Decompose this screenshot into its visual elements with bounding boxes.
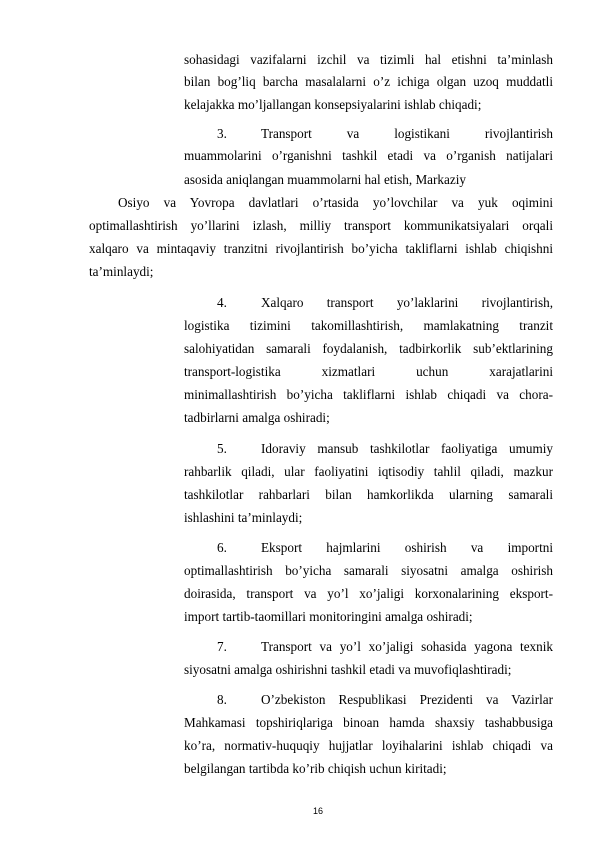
list-number: 3. — [217, 126, 227, 141]
body-line: kelajakka mo’ljallangan konsepsiyalarini ishlab chiqadi; — [184, 97, 482, 112]
body-line: optimallashtirish yo’llarini izlash, milliy transport kommunikatsiyalari orqali — [89, 218, 553, 233]
list-number: 5. — [217, 441, 227, 456]
body-line: siyosatni amalga oshirishni tashkil etadi va muvofiqlashtiradi; — [184, 662, 512, 677]
body-line: ko’ra, normativ-huquqiy hujjatlar loyihalarini ishlab chiqadi va — [184, 738, 553, 753]
body-line: sohasidagi vazifalarni izchil va tizimli hal etishni ta’minlash — [184, 52, 553, 67]
page-number: 16 — [313, 806, 324, 816]
body-line: belgilangan tartibda ko’rib chiqish uchun kiritadi; — [184, 761, 447, 776]
body-line: Transport va yo’l xo’jaligi sohasida yagona texnik — [261, 639, 553, 654]
body-line: tadbirlarni amalga oshiradi; — [184, 410, 330, 425]
body-line: logistika tizimini takomillashtirish, mamlakatning tranzit — [184, 318, 553, 333]
body-line: import tartib-taomillari monitoringini amalga oshiradi; — [184, 609, 473, 624]
body-line: Transport va logistikani rivojlantirish — [261, 126, 553, 141]
body-line: ishlashini ta’minlaydi; — [184, 510, 303, 525]
body-line: ta’minlaydi; — [89, 264, 154, 279]
list-number: 7. — [217, 639, 227, 654]
body-line: Eksport hajmlarini oshirish va importni — [261, 540, 553, 555]
body-line: salohiyatidan samarali foydalanish, tadbirkorlik sub’ektlarining — [184, 341, 553, 356]
body-line: O’zbekiston Respublikasi Prezidenti va Vazirlar — [261, 692, 553, 707]
body-line: muammolarini o’rganishni tashkil etadi va o’rganish natijalari — [184, 148, 553, 163]
body-line: Xalqaro transport yo’laklarini rivojlantirish, — [261, 295, 553, 310]
body-line: tashkilotlar rahbarlari bilan hamkorlikda ularning samarali — [184, 487, 553, 502]
body-line: Idoraviy mansub tashkilotlar faoliyatiga umumiy — [261, 441, 553, 456]
list-number: 6. — [217, 540, 227, 555]
body-line: Osiyo va Yovropa davlatlari o’rtasida yo’lovchilar va yuk oqimini — [118, 195, 553, 210]
body-line: doirasida, transport va yo’l xo’jaligi korxonalarining eksport- — [184, 586, 553, 601]
body-line: optimallashtirish bo’yicha samarali siyosatni amalga oshirish — [184, 563, 553, 578]
body-line: rahbarlik qiladi, ular faoliyatini iqtisodiy tahlil qiladi, mazkur — [184, 464, 553, 479]
body-line: asosida aniqlangan muammolarni hal etish, Markaziy — [184, 172, 466, 187]
body-line: Mahkamasi topshiriqlariga binoan hamda shaxsiy tashabbusiga — [184, 715, 553, 730]
body-line: minimallashtirish bo’yicha takliflarni ishlab chiqadi va chora- — [184, 387, 553, 402]
body-line: bilan bog’liq barcha masalalarni o’z ichiga olgan uzoq muddatli — [184, 74, 553, 89]
list-number: 4. — [217, 295, 227, 310]
body-line: xalqaro va mintaqaviy tranzitni rivojlantirish bo’yicha takliflarni ishlab chiqishni — [89, 241, 553, 256]
list-number: 8. — [217, 692, 227, 707]
body-line: transport-logistika xizmatlari uchun xarajatlarini — [184, 364, 553, 379]
